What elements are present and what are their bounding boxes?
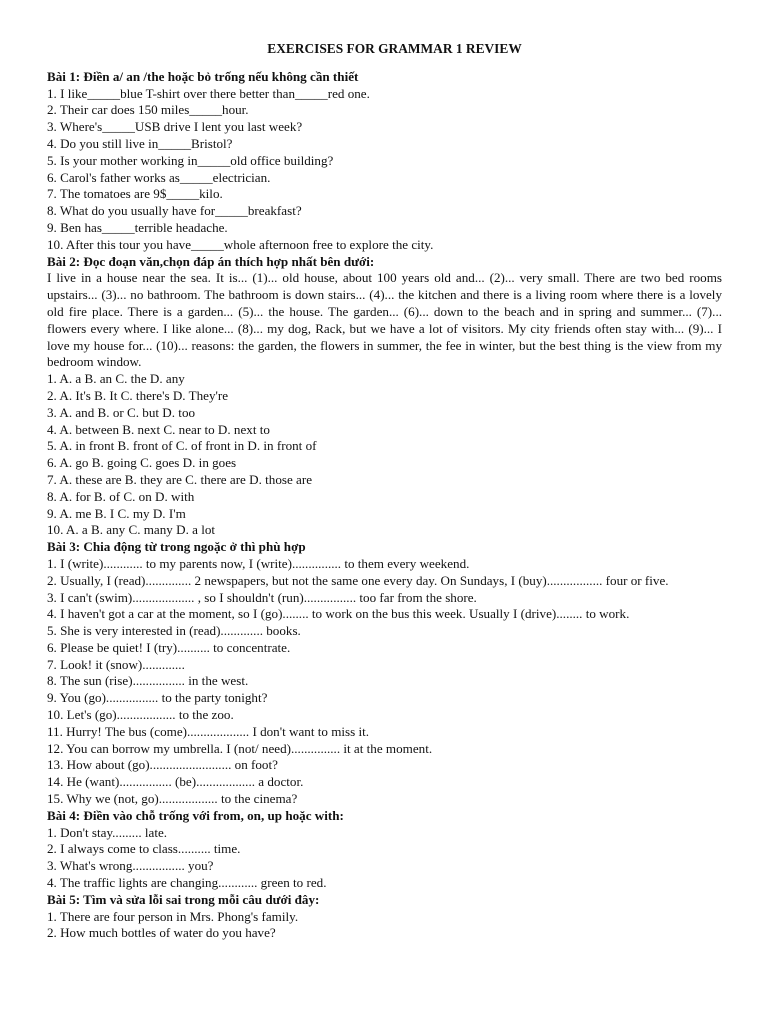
- exercise-3-item: 12. You can borrow my umbrella. I (not/ need)............... it at the moment.: [47, 740, 433, 756]
- exercise-4-heading: Bài 4: Điền vào chỗ trống với from, on, up hoặc with:: [47, 807, 344, 823]
- exercise-2-option: 2. A. It's B. It C. there's D. They're: [47, 387, 229, 403]
- exercise-2-option: 10. A. a B. any C. many D. a lot: [47, 522, 216, 538]
- exercise-5-item: 1. There are four person in Mrs. Phong's family.: [47, 908, 299, 924]
- exercise-2-option: 1. A. a B. an C. the D. any: [47, 371, 185, 387]
- exercise-3-item: 2. Usually, I (read).............. 2 newspapers, but not the same one every day. On Sundays, I (buy)................. four or five.: [47, 572, 669, 588]
- exercise-4-item: 4. The traffic lights are changing............ green to red.: [47, 875, 327, 891]
- exercise-1-item: 9. Ben has_____terrible headache.: [47, 219, 228, 235]
- exercise-2-option: 5. A. in front B. front of C. of front in D. in front of: [47, 438, 317, 454]
- exercise-4-item: 1. Don't stay......... late.: [47, 824, 168, 840]
- exercise-3-item: 4. I haven't got a car at the moment, so I (go)........ to work on the bus this week. Usually I (drive)........ to work.: [47, 606, 630, 622]
- exercise-2-option: 6. A. go B. going C. goes D. in goes: [47, 455, 237, 471]
- exercise-3-item: 14. He (want)................ (be).................. a doctor.: [47, 774, 304, 790]
- exercise-1-item: 2. Their car does 150 miles_____hour.: [47, 102, 249, 118]
- exercise-4-item: 2. I always come to class.......... time.: [47, 841, 241, 857]
- exercise-1-item: 4. Do you still live in_____Bristol?: [47, 135, 233, 151]
- exercise-5-item: 2. How much bottles of water do you have?: [47, 925, 276, 941]
- exercise-3-item: 1. I (write)............ to my parents now, I (write)............... to them every weekend.: [47, 555, 470, 571]
- exercise-1-item: 6. Carol's father works as_____electrician.: [47, 169, 271, 185]
- exercise-1-item: 1. I like_____blue T-shirt over there better than_____red one.: [47, 85, 370, 101]
- exercise-2-option: 8. A. for B. of C. on D. with: [47, 488, 195, 504]
- exercise-3-item: 10. Let's (go).................. to the zoo.: [47, 707, 234, 723]
- exercise-1-heading: Bài 1: Điền a/ an /the hoặc bỏ trống nếu không cần thiết: [47, 68, 359, 84]
- exercise-1-item: 5. Is your mother working in_____old office building?: [47, 152, 334, 168]
- exercise-3-item: 3. I can't (swim)................... , so I shouldn't (run)................ too far from the shore.: [47, 589, 477, 605]
- exercise-1-item: 10. After this tour you have_____whole afternoon free to explore the city.: [47, 236, 434, 252]
- exercise-1-item: 3. Where's_____USB drive I lent you last week?: [47, 119, 303, 135]
- exercise-2-option: 4. A. between B. next C. near to D. next to: [47, 421, 270, 437]
- exercise-2-option: 9. A. me B. I C. my D. I'm: [47, 505, 186, 521]
- exercise-3-item: 15. Why we (not, go).................. to the cinema?: [47, 791, 298, 807]
- page-title: EXERCISES FOR GRAMMAR 1 REVIEW: [267, 41, 522, 56]
- exercise-3-item: 13. How about (go)......................... on foot?: [47, 757, 278, 773]
- exercise-2-heading: Bài 2: Đọc đoạn văn,chọn đáp án thích hợp nhất bên dưới:: [47, 253, 375, 269]
- exercise-5-heading: Bài 5: Tìm và sửa lỗi sai trong mỗi câu dưới đây:: [47, 891, 320, 907]
- exercise-3-item: 7. Look! it (snow).............: [47, 656, 185, 672]
- exercise-3-item: 6. Please be quiet! I (try).......... to concentrate.: [47, 639, 291, 655]
- exercise-3-item: 11. Hurry! The bus (come)................... I don't want to miss it.: [47, 723, 370, 739]
- exercise-4-item: 3. What's wrong................ you?: [47, 858, 214, 874]
- exercise-3-item: 8. The sun (rise)................ in the west.: [47, 673, 249, 689]
- exercise-3-item: 9. You (go)................ to the party tonight?: [47, 690, 268, 706]
- exercise-3-heading: Bài 3: Chia động từ trong ngoặc ở thì phù hợp: [47, 539, 306, 555]
- exercise-1-item: 7. The tomatoes are 9$_____kilo.: [47, 186, 223, 202]
- exercise-3-item: 5. She is very interested in (read)............. books.: [47, 623, 301, 639]
- exercise-2-passage: I live in a house near the sea. It is... (1)... old house, about 100 years old and... (2)... very small. There are two bed rooms upstairs... (3)... no bathroom. The bathroom is down stairs... (4)... the kitchen and there is a living room where there is a lovely old fire place. There is a garden... (5)... the house. The garden... (6)... down to the beach and in spring and summer... (7)... flowers every where. I like alone... (8)... my dog, Rack, but we have a lot of visitors. My city friends often stay with... (9)... I love my house for... (10)... reasons: the garden, the flowers in summer, the fee in winter, but the best thing is the view from my bedroom window.: [47, 270, 722, 370]
- exercise-2-option: 3. A. and B. or C. but D. too: [47, 404, 196, 420]
- exercise-1-item: 8. What do you usually have for_____breakfast?: [47, 203, 302, 219]
- exercise-2-option: 7. A. these are B. they are C. there are D. those are: [47, 471, 313, 487]
